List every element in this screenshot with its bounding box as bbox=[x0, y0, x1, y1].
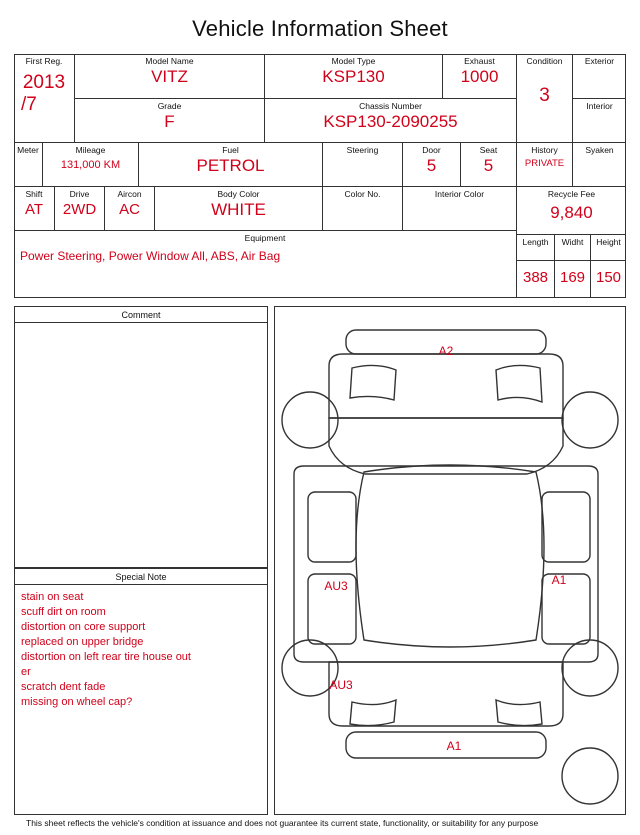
aircon-label: Aircon bbox=[117, 189, 142, 199]
condition-label: Condition bbox=[526, 56, 563, 66]
grade-label: Grade bbox=[157, 101, 182, 111]
width-label: Widht bbox=[561, 237, 584, 247]
seat-label: Seat bbox=[479, 145, 498, 155]
first-reg-year: 2013 bbox=[22, 72, 66, 93]
fuel-cell bbox=[138, 142, 322, 186]
interior-color-label: Interior Color bbox=[434, 189, 485, 199]
recycle-fee-value: 9,840 bbox=[550, 203, 593, 222]
grade-cell bbox=[74, 98, 264, 142]
grade-value: F bbox=[164, 112, 175, 131]
shift-cell bbox=[14, 186, 54, 230]
drive-cell bbox=[54, 186, 104, 230]
damage-label: AU3 bbox=[329, 678, 353, 692]
mileage-value: 131,000 KM bbox=[60, 159, 121, 171]
color-no-label: Color No. bbox=[344, 189, 381, 199]
history-value: PRIVATE bbox=[524, 158, 565, 169]
equipment-value: Power Steering, Power Window All, ABS, Air Bag bbox=[20, 249, 281, 263]
special-note-line: er bbox=[21, 666, 31, 678]
model-type-label: Model Type bbox=[331, 56, 376, 66]
damage-label: AU3 bbox=[324, 579, 348, 593]
damage-label: A2 bbox=[438, 344, 454, 358]
body-color-cell bbox=[154, 186, 322, 230]
meter-label: Meter bbox=[17, 145, 39, 155]
height-label: Height bbox=[596, 237, 621, 247]
special-note-box bbox=[14, 568, 268, 815]
damage-label-layer bbox=[274, 306, 626, 815]
aircon-cell bbox=[104, 186, 154, 230]
seat-cell bbox=[460, 142, 516, 186]
door-cell bbox=[402, 142, 460, 186]
color-no-cell bbox=[322, 186, 402, 230]
chassis-number-cell bbox=[264, 98, 516, 142]
model-name-value: VITZ bbox=[151, 67, 188, 86]
length-value-cell bbox=[516, 260, 554, 298]
special-note-line: distortion on left rear tire house out bbox=[21, 651, 191, 663]
recycle-fee-cell bbox=[516, 186, 626, 234]
body-color-label: Body Color bbox=[217, 189, 260, 199]
length-label: Length bbox=[522, 237, 549, 247]
exhaust-label: Exhaust bbox=[464, 56, 495, 66]
meter-cell bbox=[14, 142, 42, 186]
width-value: 169 bbox=[559, 269, 586, 286]
equipment-label: Equipment bbox=[244, 233, 286, 243]
shift-label: Shift bbox=[25, 189, 43, 199]
model-name-label: Model Name bbox=[145, 56, 194, 66]
shift-value: AT bbox=[24, 201, 44, 218]
model-type-value: KSP130 bbox=[322, 67, 385, 86]
history-label: History bbox=[531, 145, 558, 155]
first-reg-month: /7 bbox=[21, 94, 37, 115]
steering-cell bbox=[322, 142, 402, 186]
steering-label: Steering bbox=[346, 145, 379, 155]
height-header-cell bbox=[590, 234, 626, 260]
damage-label: A1 bbox=[446, 739, 462, 753]
vehicle-diagram-panel bbox=[274, 306, 626, 815]
special-note-line: scratch dent fade bbox=[21, 681, 106, 693]
exhaust-value: 1000 bbox=[460, 67, 499, 86]
special-note-line: distortion on core support bbox=[21, 621, 146, 633]
model-type-cell bbox=[264, 54, 442, 98]
recycle-fee-label: Recycle Fee bbox=[547, 189, 596, 199]
chassis-number-value: KSP130-2090255 bbox=[323, 112, 458, 131]
exhaust-cell bbox=[442, 54, 516, 98]
comment-box bbox=[14, 306, 268, 568]
height-value: 150 bbox=[595, 269, 622, 286]
interior-cell bbox=[572, 98, 626, 142]
footer-disclaimer: This sheet reflects the vehicle's condition at issuance and does not guarantee its current state, functionality, or suitability for any purpose bbox=[26, 818, 539, 828]
exterior-label: Exterior bbox=[584, 56, 615, 66]
special-note-line: replaced on upper bridge bbox=[21, 636, 144, 648]
exterior-cell bbox=[572, 54, 626, 98]
door-label: Door bbox=[422, 145, 441, 155]
comment-and-note-panel bbox=[14, 306, 268, 815]
page-title: Vehicle Information Sheet bbox=[192, 16, 448, 41]
condition-cell bbox=[516, 54, 572, 142]
first-reg-label: First Reg. bbox=[25, 56, 63, 66]
model-name-cell bbox=[74, 54, 264, 98]
special-note-line: scuff dirt on room bbox=[21, 606, 106, 618]
special-note-header: Special Note bbox=[15, 569, 267, 585]
syaken-label: Syaken bbox=[585, 145, 614, 155]
interior-color-cell bbox=[402, 186, 516, 230]
fuel-value: PETROL bbox=[196, 156, 265, 175]
equipment-cell bbox=[14, 230, 516, 298]
width-header-cell bbox=[554, 234, 590, 260]
mileage-label: Mileage bbox=[75, 145, 106, 155]
mileage-cell bbox=[42, 142, 138, 186]
syaken-cell bbox=[572, 142, 626, 186]
height-value-cell bbox=[590, 260, 626, 298]
drive-label: Drive bbox=[69, 189, 90, 199]
first-reg-cell bbox=[14, 54, 74, 142]
special-note-list bbox=[15, 585, 267, 710]
vehicle-details-table bbox=[14, 54, 626, 298]
special-note-line: missing on wheel cap? bbox=[21, 696, 133, 708]
chassis-number-label: Chassis Number bbox=[359, 101, 422, 111]
history-cell bbox=[516, 142, 572, 186]
damage-label: A1 bbox=[551, 573, 567, 587]
body-color-value: WHITE bbox=[211, 200, 266, 219]
drive-value: 2WD bbox=[62, 201, 97, 218]
comment-header: Comment bbox=[15, 307, 267, 323]
door-value: 5 bbox=[426, 156, 437, 175]
length-value: 388 bbox=[522, 269, 549, 286]
fuel-label: Fuel bbox=[222, 145, 239, 155]
special-note-line: stain on seat bbox=[21, 591, 84, 603]
interior-label: Interior bbox=[586, 101, 613, 111]
condition-value: 3 bbox=[539, 85, 550, 106]
length-header-cell bbox=[516, 234, 554, 260]
comment-text bbox=[15, 323, 267, 328]
aircon-value: AC bbox=[119, 201, 140, 218]
seat-value: 5 bbox=[483, 156, 494, 175]
width-value-cell bbox=[554, 260, 590, 298]
